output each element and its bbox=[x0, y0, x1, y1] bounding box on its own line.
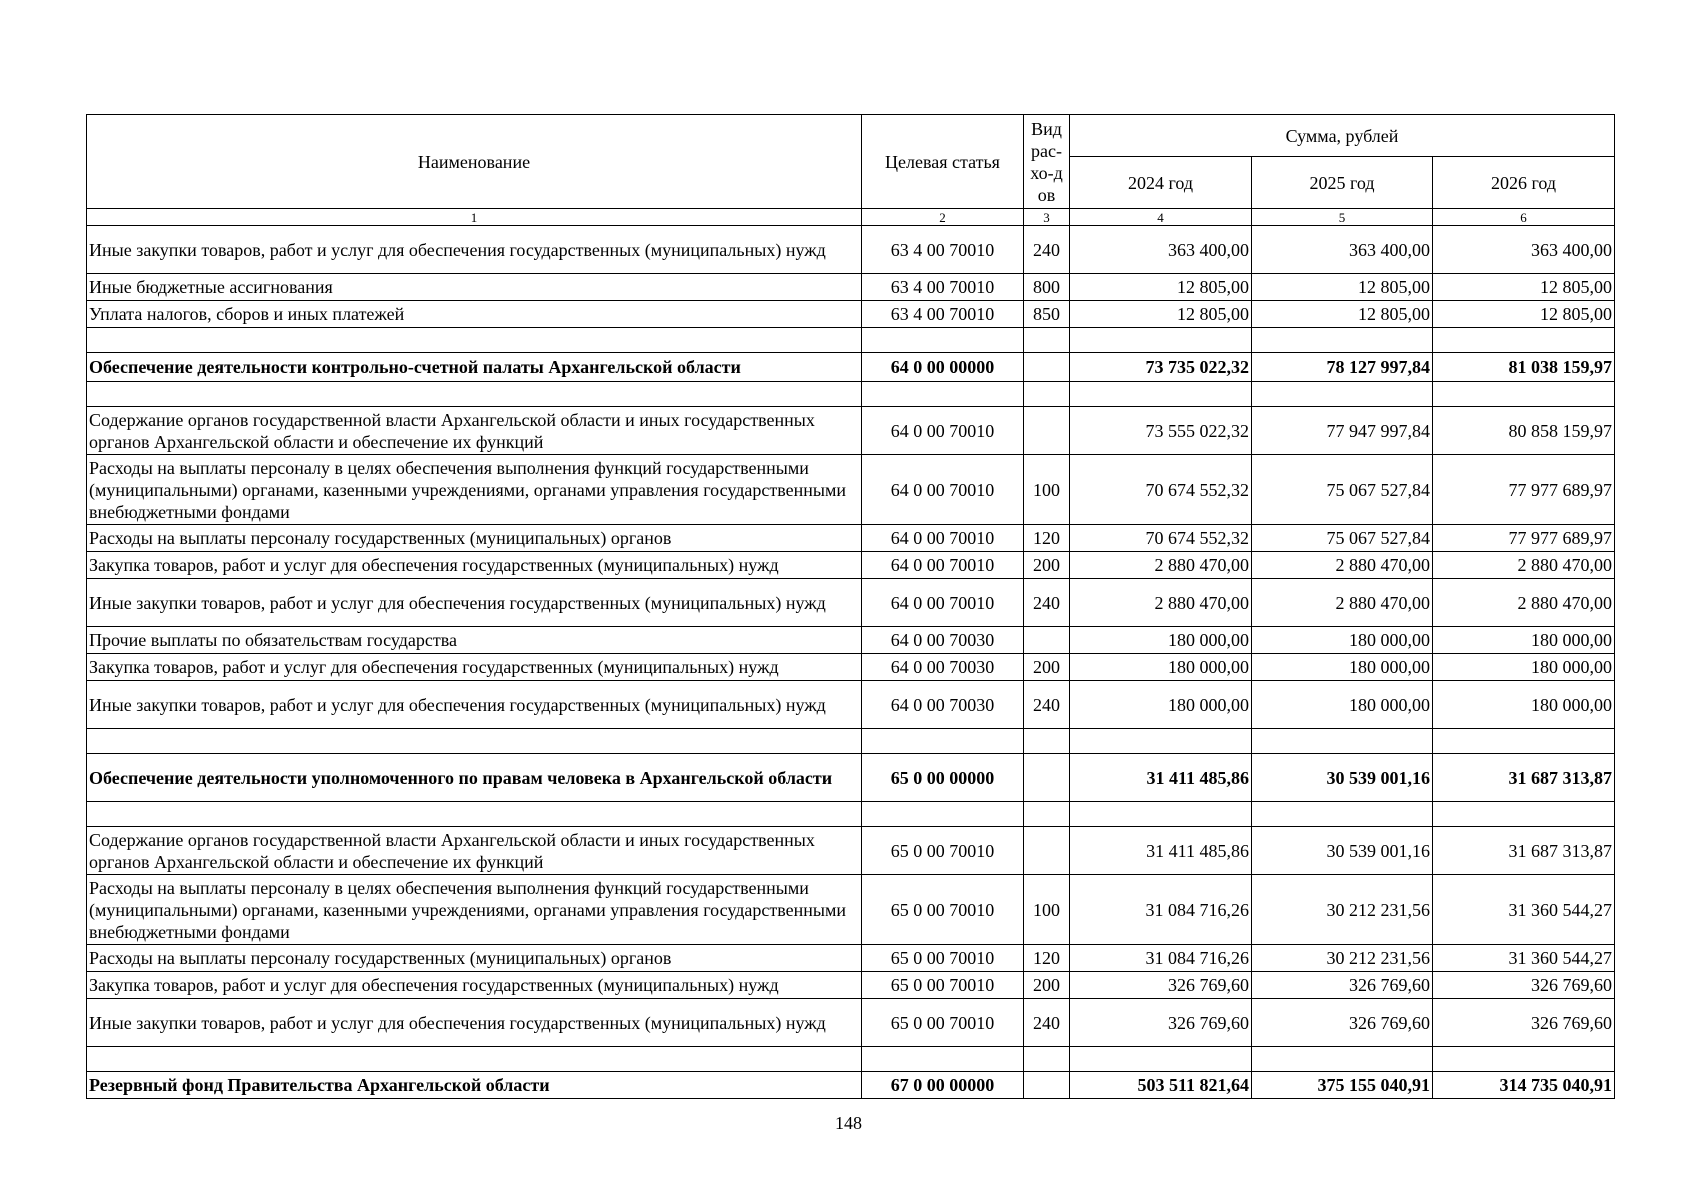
row-value-2024: 363 400,00 bbox=[1070, 226, 1252, 274]
header-expense-kind bbox=[1024, 115, 1070, 209]
table-row bbox=[87, 301, 1615, 328]
table-row bbox=[87, 627, 1615, 654]
row-value-2024: 180 000,00 bbox=[1070, 654, 1252, 681]
row-name: Прочие выплаты по обязательствам государства bbox=[87, 627, 862, 654]
row-code: 65 0 00 70010 bbox=[862, 875, 1024, 945]
row-value-2026: 31 687 313,87 bbox=[1433, 827, 1615, 875]
row-value-2024: 70 674 552,32 bbox=[1070, 455, 1252, 525]
row-value-2024: 12 805,00 bbox=[1070, 274, 1252, 301]
table-row bbox=[87, 972, 1615, 999]
row-value-2025: 2 880 470,00 bbox=[1252, 552, 1433, 579]
row-value-2026: 81 038 159,97 bbox=[1433, 353, 1615, 382]
row-kind: 240 bbox=[1024, 579, 1070, 627]
row-name: Резервный фонд Правительства Архангельской области bbox=[87, 1072, 862, 1099]
row-value-2026: 2 880 470,00 bbox=[1433, 579, 1615, 627]
row-code: 65 0 00 70010 bbox=[862, 945, 1024, 972]
column-number: 5 bbox=[1252, 209, 1433, 226]
row-code: 64 0 00 70030 bbox=[862, 654, 1024, 681]
row-value-2026: 180 000,00 bbox=[1433, 681, 1615, 729]
row-name: Расходы на выплаты персоналу в целях обеспечения выполнения функций государственными (муниципальными) органами, казенными учреждениями, органами управления государственными внебюджетными фондами bbox=[87, 455, 862, 525]
row-value-2025: 75 067 527,84 bbox=[1252, 525, 1433, 552]
row-kind: 100 bbox=[1024, 875, 1070, 945]
row-code: 67 0 00 00000 bbox=[862, 1072, 1024, 1099]
row-name: Закупка товаров, работ и услуг для обеспечения государственных (муниципальных) нужд bbox=[87, 972, 862, 999]
row-code: 64 0 00 70010 bbox=[862, 525, 1024, 552]
column-number: 2 bbox=[862, 209, 1024, 226]
row-code: 63 4 00 70010 bbox=[862, 226, 1024, 274]
budget-table bbox=[86, 114, 1615, 1099]
row-value-2026: 31 360 544,27 bbox=[1433, 875, 1615, 945]
row-value-2025: 375 155 040,91 bbox=[1252, 1072, 1433, 1099]
row-kind: 240 bbox=[1024, 681, 1070, 729]
row-name: Иные закупки товаров, работ и услуг для обеспечения государственных (муниципальных) нужд bbox=[87, 579, 862, 627]
row-value-2025: 30 539 001,16 bbox=[1252, 827, 1433, 875]
header-target-article: Целевая статья bbox=[862, 115, 1024, 209]
row-value-2025: 180 000,00 bbox=[1252, 681, 1433, 729]
row-value-2026: 77 977 689,97 bbox=[1433, 525, 1615, 552]
table-row bbox=[87, 455, 1615, 525]
table-row bbox=[87, 654, 1615, 681]
column-number-row bbox=[87, 209, 1615, 226]
table-row bbox=[87, 875, 1615, 945]
row-code: 64 0 00 70010 bbox=[862, 552, 1024, 579]
row-value-2025: 326 769,60 bbox=[1252, 999, 1433, 1047]
row-code: 64 0 00 00000 bbox=[862, 353, 1024, 382]
row-kind bbox=[1024, 627, 1070, 654]
row-code: 64 0 00 70010 bbox=[862, 407, 1024, 455]
row-value-2026: 80 858 159,97 bbox=[1433, 407, 1615, 455]
row-name: Иные закупки товаров, работ и услуг для обеспечения государственных (муниципальных) нужд bbox=[87, 999, 862, 1047]
row-kind bbox=[1024, 1072, 1070, 1099]
row-name: Обеспечение деятельности контрольно-счетной палаты Архангельской области bbox=[87, 353, 862, 382]
row-kind: 800 bbox=[1024, 274, 1070, 301]
header-expense-kind-text: Вид рас-хо-дов bbox=[1030, 118, 1063, 205]
row-value-2024: 73 735 022,32 bbox=[1070, 353, 1252, 382]
row-kind: 120 bbox=[1024, 525, 1070, 552]
spacer-row bbox=[87, 729, 1615, 754]
spacer-row bbox=[87, 382, 1615, 407]
row-value-2026: 326 769,60 bbox=[1433, 972, 1615, 999]
column-number: 4 bbox=[1070, 209, 1252, 226]
row-kind bbox=[1024, 827, 1070, 875]
row-value-2024: 2 880 470,00 bbox=[1070, 579, 1252, 627]
row-value-2025: 326 769,60 bbox=[1252, 972, 1433, 999]
row-code: 64 0 00 70030 bbox=[862, 681, 1024, 729]
table-row bbox=[87, 552, 1615, 579]
row-kind: 120 bbox=[1024, 945, 1070, 972]
row-kind: 100 bbox=[1024, 455, 1070, 525]
row-value-2026: 77 977 689,97 bbox=[1433, 455, 1615, 525]
row-code: 65 0 00 70010 bbox=[862, 999, 1024, 1047]
row-value-2024: 180 000,00 bbox=[1070, 627, 1252, 654]
row-value-2025: 180 000,00 bbox=[1252, 654, 1433, 681]
row-value-2025: 12 805,00 bbox=[1252, 301, 1433, 328]
row-name: Расходы на выплаты персоналу государственных (муниципальных) органов bbox=[87, 945, 862, 972]
row-kind: 200 bbox=[1024, 654, 1070, 681]
row-value-2025: 363 400,00 bbox=[1252, 226, 1433, 274]
row-value-2026: 12 805,00 bbox=[1433, 301, 1615, 328]
row-code: 65 0 00 70010 bbox=[862, 972, 1024, 999]
table-row-section bbox=[87, 754, 1615, 802]
row-kind bbox=[1024, 407, 1070, 455]
row-value-2025: 30 212 231,56 bbox=[1252, 945, 1433, 972]
row-value-2024: 73 555 022,32 bbox=[1070, 407, 1252, 455]
row-value-2026: 363 400,00 bbox=[1433, 226, 1615, 274]
table-row bbox=[87, 274, 1615, 301]
table-row bbox=[87, 999, 1615, 1047]
row-value-2026: 314 735 040,91 bbox=[1433, 1072, 1615, 1099]
row-code: 65 0 00 70010 bbox=[862, 827, 1024, 875]
table-row bbox=[87, 407, 1615, 455]
header-year-2024: 2024 год bbox=[1070, 157, 1252, 209]
row-kind: 240 bbox=[1024, 999, 1070, 1047]
row-value-2026: 31 360 544,27 bbox=[1433, 945, 1615, 972]
row-value-2025: 75 067 527,84 bbox=[1252, 455, 1433, 525]
row-name: Закупка товаров, работ и услуг для обеспечения государственных (муниципальных) нужд bbox=[87, 552, 862, 579]
row-kind: 200 bbox=[1024, 972, 1070, 999]
row-kind bbox=[1024, 353, 1070, 382]
row-kind bbox=[1024, 754, 1070, 802]
row-code: 64 0 00 70030 bbox=[862, 627, 1024, 654]
header-year-2026: 2026 год bbox=[1433, 157, 1615, 209]
row-name: Уплата налогов, сборов и иных платежей bbox=[87, 301, 862, 328]
row-value-2024: 31 411 485,86 bbox=[1070, 754, 1252, 802]
row-code: 63 4 00 70010 bbox=[862, 274, 1024, 301]
row-kind: 200 bbox=[1024, 552, 1070, 579]
header-year-2025: 2025 год bbox=[1252, 157, 1433, 209]
row-value-2026: 180 000,00 bbox=[1433, 627, 1615, 654]
table-row bbox=[87, 525, 1615, 552]
row-name: Закупка товаров, работ и услуг для обеспечения государственных (муниципальных) нужд bbox=[87, 654, 862, 681]
row-value-2024: 70 674 552,32 bbox=[1070, 525, 1252, 552]
column-number: 1 bbox=[87, 209, 862, 226]
row-value-2024: 503 511 821,64 bbox=[1070, 1072, 1252, 1099]
row-value-2025: 180 000,00 bbox=[1252, 627, 1433, 654]
header-name: Наименование bbox=[87, 115, 862, 209]
row-value-2026: 2 880 470,00 bbox=[1433, 552, 1615, 579]
row-code: 64 0 00 70010 bbox=[862, 579, 1024, 627]
row-value-2025: 2 880 470,00 bbox=[1252, 579, 1433, 627]
row-value-2026: 326 769,60 bbox=[1433, 999, 1615, 1047]
row-value-2024: 326 769,60 bbox=[1070, 999, 1252, 1047]
row-kind: 850 bbox=[1024, 301, 1070, 328]
row-value-2024: 31 084 716,26 bbox=[1070, 945, 1252, 972]
row-code: 64 0 00 70010 bbox=[862, 455, 1024, 525]
row-name: Содержание органов государственной власти Архангельской области и иных государственных органов Архангельской области и обеспечение их функций bbox=[87, 827, 862, 875]
row-value-2024: 326 769,60 bbox=[1070, 972, 1252, 999]
row-value-2025: 77 947 997,84 bbox=[1252, 407, 1433, 455]
table-row bbox=[87, 579, 1615, 627]
row-value-2024: 180 000,00 bbox=[1070, 681, 1252, 729]
table-row-section bbox=[87, 1072, 1615, 1099]
row-code: 65 0 00 00000 bbox=[862, 754, 1024, 802]
column-number: 6 bbox=[1433, 209, 1615, 226]
row-name: Содержание органов государственной власти Архангельской области и иных государственных органов Архангельской области и обеспечение их функций bbox=[87, 407, 862, 455]
row-value-2024: 12 805,00 bbox=[1070, 301, 1252, 328]
row-value-2025: 78 127 997,84 bbox=[1252, 353, 1433, 382]
row-value-2024: 2 880 470,00 bbox=[1070, 552, 1252, 579]
table-row-section bbox=[87, 353, 1615, 382]
row-value-2025: 12 805,00 bbox=[1252, 274, 1433, 301]
row-kind: 240 bbox=[1024, 226, 1070, 274]
spacer-row bbox=[87, 328, 1615, 353]
page-number: 148 bbox=[835, 1113, 862, 1133]
row-name: Иные закупки товаров, работ и услуг для обеспечения государственных (муниципальных) нужд bbox=[87, 226, 862, 274]
table-row bbox=[87, 226, 1615, 274]
row-name: Расходы на выплаты персоналу государственных (муниципальных) органов bbox=[87, 525, 862, 552]
table-row bbox=[87, 945, 1615, 972]
row-value-2026: 12 805,00 bbox=[1433, 274, 1615, 301]
row-value-2025: 30 212 231,56 bbox=[1252, 875, 1433, 945]
row-name: Иные закупки товаров, работ и услуг для обеспечения государственных (муниципальных) нужд bbox=[87, 681, 862, 729]
row-name: Иные бюджетные ассигнования bbox=[87, 274, 862, 301]
table-row bbox=[87, 827, 1615, 875]
row-name: Обеспечение деятельности уполномоченного по правам человека в Архангельской области bbox=[87, 754, 862, 802]
spacer-row bbox=[87, 1047, 1615, 1072]
column-number: 3 bbox=[1024, 209, 1070, 226]
row-value-2025: 30 539 001,16 bbox=[1252, 754, 1433, 802]
spacer-row bbox=[87, 802, 1615, 827]
row-name: Расходы на выплаты персоналу в целях обеспечения выполнения функций государственными (муниципальными) органами, казенными учреждениями, органами управления государственными внебюджетными фондами bbox=[87, 875, 862, 945]
row-code: 63 4 00 70010 bbox=[862, 301, 1024, 328]
row-value-2026: 180 000,00 bbox=[1433, 654, 1615, 681]
row-value-2024: 31 411 485,86 bbox=[1070, 827, 1252, 875]
table-row bbox=[87, 681, 1615, 729]
row-value-2026: 31 687 313,87 bbox=[1433, 754, 1615, 802]
row-value-2024: 31 084 716,26 bbox=[1070, 875, 1252, 945]
header-sum: Сумма, рублей bbox=[1070, 115, 1615, 157]
